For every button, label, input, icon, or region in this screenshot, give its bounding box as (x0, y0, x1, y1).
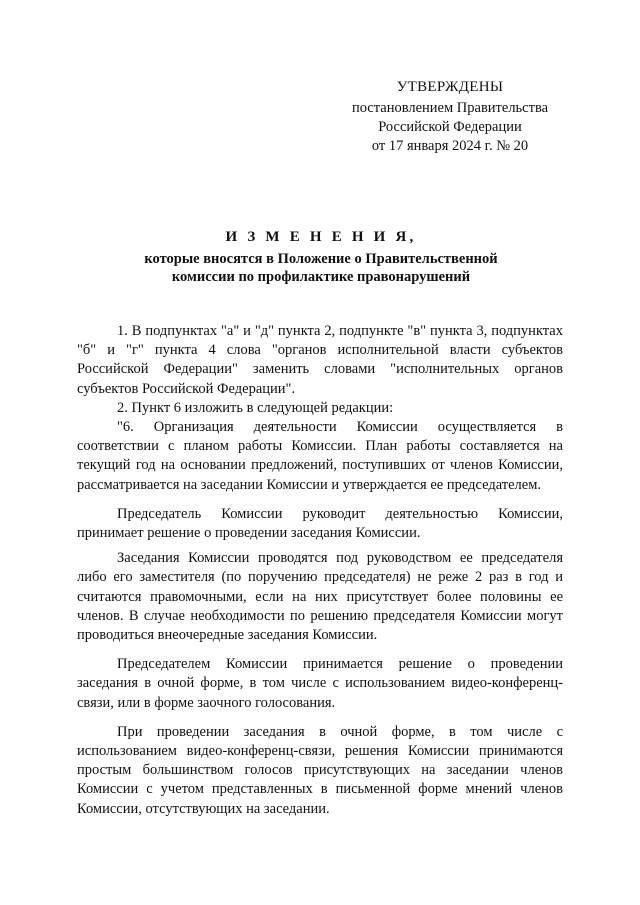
document-body (77, 322, 563, 819)
paragraph-7: При проведении заседания в очной форме, в том числе с использованием видео-конференц-связи, решения Комиссии принимаются простым большинством голосов присутствующих на заседании членов Комиссии с учетом представленных в письменной форме мнений членов Комиссии, отсутствующих на заседании. (77, 723, 563, 817)
approval-stamp (340, 78, 560, 156)
paragraph-6: Председателем Комиссии принимается решение о проведении заседания в очной форме, в том числе с использованием видео-конференц-связи, или в форме заочного голосования. (77, 656, 563, 711)
document-title: И З М Е Н Е Н И Я, (225, 229, 417, 245)
paragraph-3: "6. Организация деятельности Комиссии осуществляется в соответствии с планом работы Комиссии. План работы составляется на текущий год на основании предложений, поступивших от членов Комиссии, рассматривается на заседании Комиссии и утверждается ее председателем. (77, 419, 563, 493)
approval-line-2: Российской Федерации (378, 119, 522, 135)
paragraph-4: Председатель Комиссии руководит деятельностью Комиссии, принимает решение о проведении заседания Комиссии. (77, 505, 563, 542)
subtitle-line-1: которые вносятся в Положение о Правительственной (144, 251, 498, 267)
paragraph-2: 2. Пункт 6 изложить в следующей редакции: (117, 399, 394, 416)
approval-heading: УТВЕРЖДЕНЫ (396, 79, 504, 95)
approval-line-3: от 17 января 2024 г. № 20 (371, 138, 529, 154)
paragraph-5: Заседания Комиссии проводятся под руководством ее председателя либо его заместителя (по поручению председателя) не реже 2 раз в год и считаются правомочными, если на них присутствует более половины ее членов. В случае необходимости по решению председателя Комиссии могут проводиться внеочередные заседания Комиссии. (77, 550, 563, 644)
paragraph-1: 1. В подпунктах "а" и "д" пункта 2, подпункте "в" пункта 3, подпунктах "б" и "г" пункта 4 слова "органов исполнительной власти субъектов Российской Федерации" заменить словами "исполнительных органов субъектов Российской Федерации". (77, 323, 563, 397)
document-subtitle (80, 250, 562, 286)
approval-line-1: постановлением Правительства (351, 100, 549, 116)
subtitle-line-2: комиссии по профилактике правонарушений (171, 269, 471, 285)
